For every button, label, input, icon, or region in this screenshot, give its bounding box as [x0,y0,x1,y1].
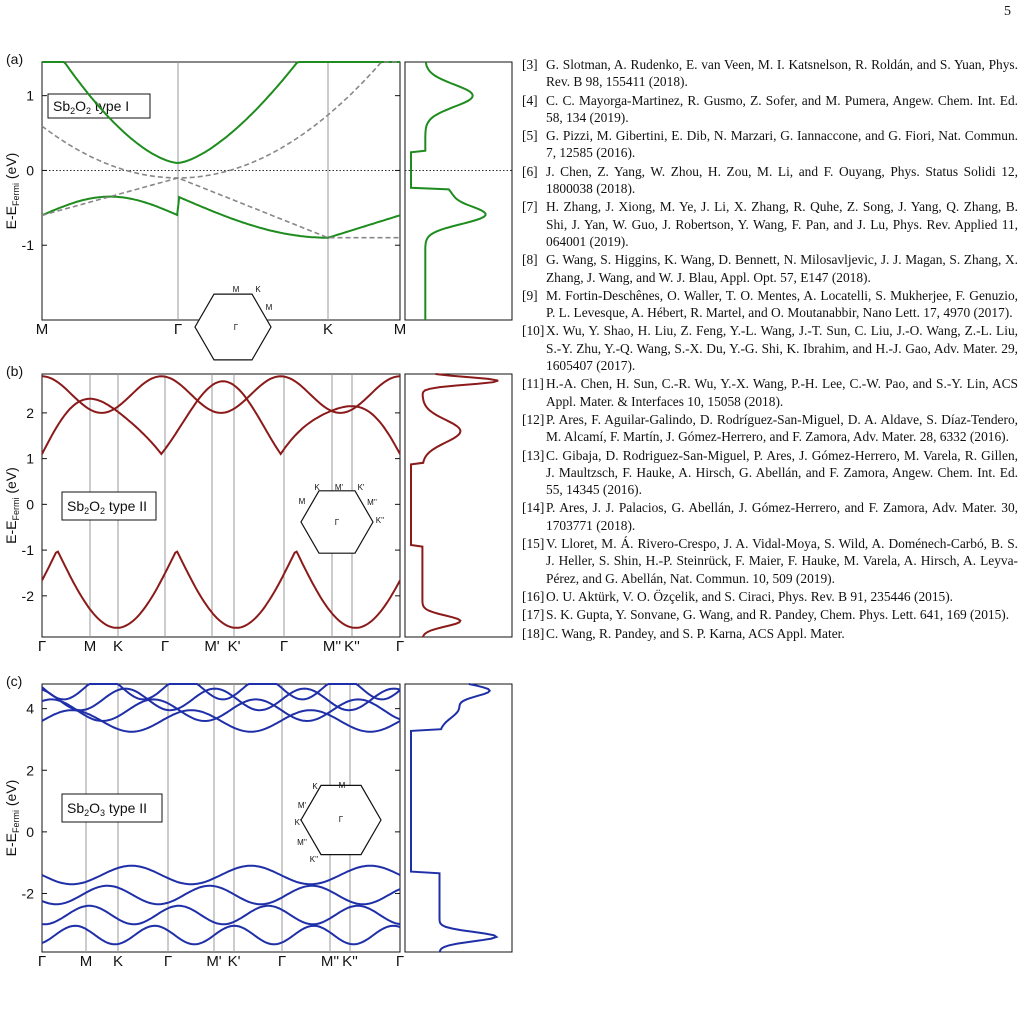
reference-item [522,287,1018,322]
y-tick-label: 1 [26,450,34,467]
brillouin-zone-label: Γ [334,518,340,527]
k-point-label: M [393,321,407,338]
k-point-label: K [322,321,334,338]
brillouin-zone-label: M' [297,801,307,810]
material-label [67,498,147,516]
material-label-part: O [75,98,87,114]
y-axis-label-main: E-E [3,520,19,544]
material-label-part: type II [105,498,148,514]
material-label-part: Sb [53,98,71,114]
y-axis-label-unit: (eV) [3,467,19,498]
brillouin-zone-label: M' [334,483,344,492]
reference-item [522,127,1018,162]
reference-text: S. K. Gupta, Y. Sonvane, G. Wang, and R. Pandey, Chem. Phys. Lett. 641, 169 (2015). [546,607,1010,623]
page-number: 5 [1004,4,1011,19]
y-tick-label: 1 [26,87,34,104]
reference-item [522,411,1018,446]
panel-tag: (b) [6,363,24,379]
y-tick-label: -2 [21,587,34,604]
reference-item [522,447,1018,499]
dos-plot-frame [405,374,512,637]
k-point-label: Γ [277,953,287,970]
material-label-part: Sb [67,800,85,816]
brillouin-zone-label: K' [357,483,365,492]
reference-text: J. Chen, Z. Yang, W. Zhou, H. Zou, M. Li, and F. Ouyang, Phys. Status Solidi 12, 1800038 (2018). [546,163,1018,197]
reference-item [522,625,1018,642]
valence-band [42,906,400,925]
reference-number: [14] [522,500,545,516]
reference-text: V. Lloret, M. Á. Rivero-Crespo, J. A. Vidal-Moya, S. Wild, A. Doménech-Carbó, B. S. J. Heller, S. Shin, H.-P. Steinrück, F. Maier, F. Hauke, M. Varela, A. Hirsch, A. Leyva-Pérez, and G. Abellán, Nat. Commun. 10, 509 (2019). [546,536,1018,586]
k-point-label: M [35,321,49,338]
band-structure-figure [0,52,520,1012]
k-point-label: K' [227,953,241,970]
k-point-label: Γ [160,638,170,655]
brillouin-zone-label: K [314,483,320,492]
k-point-label: M [83,638,97,655]
reference-number: [6] [522,163,538,179]
brillouin-zone-label: K [312,782,318,791]
reference-item [522,163,1018,198]
dos-plot-frame [405,62,512,320]
y-axis-label-main: E-E [3,833,19,857]
reference-text: M. Fortin-Deschênes, O. Waller, T. O. Mentes, A. Locatelli, S. Mukherjee, F. Genuzio, P. L. Levesque, A. Hébert, R. Martel, and O. Moutanabbir, Nano Lett. 17, 4970 (2017). [546,287,1018,321]
brillouin-zone-label: M [265,303,273,312]
material-label [53,98,129,116]
reference-number: [15] [522,536,545,552]
density-of-states-curve [411,62,486,320]
reference-item [522,92,1018,127]
dos-plot-frame [405,684,512,952]
y-axis-label-main: E-E [3,206,19,230]
reference-text: P. Ares, J. J. Palacios, G. Abellán, J. Gómez-Herrero, and F. Zamora, Adv. Mater. 30, 1703771 (2018). [546,500,1018,533]
k-point-label: K'' [344,638,360,655]
material-label-part: 2 [70,106,76,116]
k-point-label: Γ [37,638,47,655]
reference-number: [11] [522,376,544,392]
k-point-label: Γ [279,638,289,655]
brillouin-zone-label: K' [294,818,302,827]
y-axis-label [3,780,21,857]
reference-number: [18] [522,625,545,641]
reference-text: C. Wang, R. Pandey, and S. P. Karna, ACS Appl. Mater. [546,625,845,641]
reference-number: [8] [522,252,538,268]
reference-number: [4] [522,92,538,108]
reference-item [522,198,1018,250]
y-axis-label [3,467,21,544]
reference-text: G. Pizzi, M. Gibertini, E. Dib, N. Marzari, G. Iannaccone, and G. Fiori, Nat. Commun. 7, 12585 (2016). [546,128,1018,161]
reference-item [522,251,1018,286]
reference-text: G. Slotman, A. Rudenko, E. van Veen, M. I. Katsnelson, R. Roldán, and S. Yuan, Phys. Rev. B 98, 155411 (2018). [546,57,1018,90]
y-axis-label-unit: (eV) [3,152,19,183]
conduction-band [42,684,400,699]
y-axis-label [3,153,21,230]
y-tick-label: -1 [21,237,34,254]
reference-item [522,606,1018,623]
reference-number: [13] [522,447,545,463]
brillouin-zone-label: Γ [233,323,239,332]
y-tick-label: -2 [21,885,34,902]
y-tick-label: 0 [26,823,34,840]
y-tick-label: -1 [21,542,34,559]
reference-item [522,322,1018,374]
valence-band [42,866,400,885]
k-point-label: M [79,953,93,970]
y-tick-label: 0 [26,162,34,179]
reference-list [522,56,1018,643]
valence-band [42,197,400,238]
brillouin-zone-label: M [298,497,306,506]
density-of-states-curve [411,684,496,952]
reference-item [522,499,1018,534]
reference-number: [7] [522,199,538,215]
material-label-part: type I [91,98,130,114]
k-point-label: M' [204,638,220,655]
reference-text: X. Wu, Y. Shao, H. Liu, Z. Feng, Y.-L. Wang, J.-T. Sun, C. Liu, J.-O. Wang, Z.-L. Liu, S.-Y. Zhu, Y.-Q. Wang, S.-X. Du, Y.-G. Shi, K. Ibrahim, and H.-J. Gao, Adv. Mater. 29, 1605407 (2017). [546,323,1018,374]
material-label-part: type II [105,800,148,816]
panel-tag: (a) [6,52,24,67]
y-axis-label-sub: Fermi [11,497,21,521]
material-label-part: O [89,498,101,514]
tight-binding-band [42,62,400,178]
reference-number: [16] [522,588,545,604]
material-label [67,800,147,818]
reference-item [522,535,1018,587]
k-point-label: Γ [163,953,173,970]
material-label-part: 2 [86,106,92,116]
k-point-label: K' [227,638,241,655]
valence-band [42,926,400,945]
reference-number: [9] [522,287,538,303]
y-tick-label: 2 [26,762,34,779]
brillouin-zone-label: Γ [338,815,344,824]
k-point-label: M'' [320,953,340,970]
reference-number: [17] [522,607,545,623]
reference-text: P. Ares, F. Aguilar-Galindo, D. Rodríguez-San-Miguel, D. A. Aldave, S. Díaz-Tendero, M. Alcamí, F. Martín, J. Gómez-Herrero, and F. Zamora, Adv. Mater. 28, 6332 (2016). [546,411,1018,445]
k-point-label: M'' [322,638,342,655]
material-label-part: Sb [67,498,85,514]
k-point-label: K [112,638,124,655]
brillouin-zone-label: M'' [367,498,377,507]
k-point-label: M' [206,953,222,970]
panel-tag: (c) [6,673,23,689]
y-axis-label-sub: Fermi [11,810,21,833]
k-point-label: K [112,953,124,970]
k-point-label: Γ [37,953,47,970]
k-point-label: Γ [395,953,405,970]
reference-number: [12] [522,411,545,427]
y-axis-label-sub: Fermi [11,183,21,206]
k-point-label: K'' [342,953,358,970]
reference-text: C. Gibaja, D. Rodriguez-San-Miguel, P. Ares, J. Gómez-Herrero, M. Varela, R. Gillen, J. Maultzsch, F. Hauke, A. Hirsch, G. Abellán, and F. Zamora, Angew. Chem. Int. Ed. 55, 14345 (2016). [546,447,1018,498]
y-tick-label: 0 [26,496,34,513]
reference-item [522,56,1018,91]
density-of-states-curve [411,374,498,637]
material-label-part: 2 [84,506,90,516]
k-point-label: Γ [395,638,405,655]
reference-text: C. C. Mayorga-Martinez, R. Gusmo, Z. Sofer, and M. Pumera, Angew. Chem. Int. Ed. 58, 134 (2019). [546,92,1018,125]
valence-band [42,552,400,628]
reference-number: [5] [522,128,538,144]
material-label-part: 2 [100,506,106,516]
brillouin-zone-label: M [232,285,240,294]
brillouin-zone-label: K'' [375,516,385,525]
reference-item [522,588,1018,605]
reference-text: H. Zhang, J. Xiong, M. Ye, J. Li, X. Zhang, R. Quhe, Z. Song, J. Yang, Q. Zhang, B. Shi, J. Yan, W. Guo, J. Robertson, Y. Wang, F. Pan, and J. Lu, Phys. Rev. Applied 11, 064001 (2019). [546,199,1018,249]
valence-band [42,886,400,905]
reference-text: H.-A. Chen, H. Sun, C.-R. Wu, Y.-X. Wang, P.-H. Lee, C.-W. Pao, and S.-Y. Lin, ACS Appl. Mater. & Interfaces 10, 15058 (2018). [546,376,1018,409]
reference-number: [10] [522,323,545,339]
reference-item [522,375,1018,410]
brillouin-zone-label: M'' [297,838,307,847]
reference-number: [3] [522,57,538,72]
reference-text: O. U. Aktürk, V. O. Özçelik, and S. Ciraci, Phys. Rev. B 91, 235446 (2015). [546,588,954,604]
material-label-part: O [89,800,101,816]
y-tick-label: 4 [26,700,34,717]
brillouin-zone-label: K [255,285,261,294]
tight-binding-band [42,178,400,238]
material-label-part: 3 [100,808,106,818]
material-label-part: 2 [84,808,90,818]
brillouin-zone-label: M [338,781,346,790]
conduction-band [42,381,400,454]
y-axis-label-unit: (eV) [3,779,19,810]
k-point-label: Γ [173,321,183,338]
y-tick-label: 2 [26,404,34,421]
brillouin-zone-label: K'' [309,855,319,864]
reference-text: G. Wang, S. Higgins, K. Wang, D. Bennett, N. Milosavljevic, J. J. Magan, S. Zhang, X. Zhang, J. Wang, and W. J. Blau, Appl. Opt. 57, E147 (2018). [546,252,1018,285]
